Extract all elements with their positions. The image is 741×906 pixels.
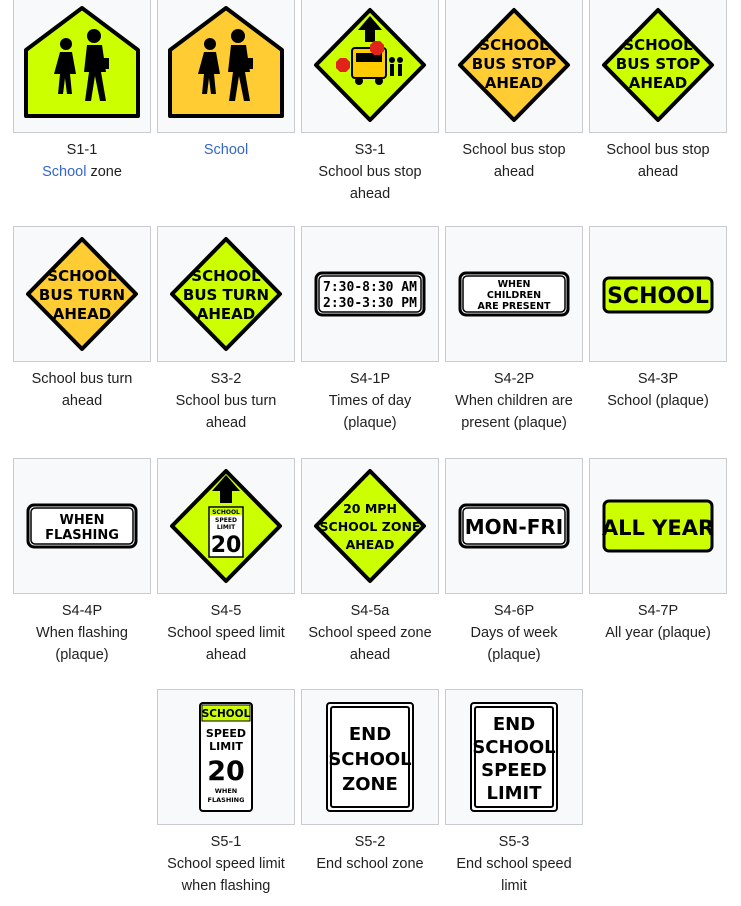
sign-line: 7:30-8:30 AM xyxy=(323,280,417,295)
end-school-speed-limit-sign xyxy=(446,690,582,824)
caption-line: When flashing xyxy=(36,625,128,641)
school-crossing-pentagon-sign xyxy=(14,0,150,132)
school-speed-zone-ahead-sign xyxy=(302,459,438,593)
sign-caption xyxy=(151,368,301,434)
caption-line: when flashing xyxy=(181,878,271,894)
sign-line: ZONE xyxy=(342,774,398,795)
sign-line: 20 xyxy=(210,533,242,558)
caption-text: zone xyxy=(86,164,122,180)
sign-code: S5-1 xyxy=(210,834,242,850)
sign-caption xyxy=(151,831,301,897)
caption-line: School speed limit xyxy=(167,856,285,872)
caption-line: School bus stop xyxy=(318,164,422,180)
all-year-plaque xyxy=(590,459,726,593)
sign-thumbnail[interactable] xyxy=(301,0,439,133)
caption-line: Times of day xyxy=(328,393,412,409)
sign-code: S4-5 xyxy=(210,603,242,619)
sign-line: 20 MPH xyxy=(343,501,397,516)
sign-thumbnail[interactable] xyxy=(13,226,151,362)
sign-caption xyxy=(295,831,445,875)
sign-line: SCHOOL xyxy=(472,737,556,758)
caption-line: School speed limit xyxy=(167,625,285,641)
school-pentagon-sign-yellow xyxy=(158,0,294,132)
days-of-week-plaque xyxy=(446,459,582,593)
sign-code: S4-7P xyxy=(637,603,679,619)
caption-line: (plaque) xyxy=(55,647,109,663)
caption-line: present (plaque) xyxy=(461,415,567,431)
sign-line: END xyxy=(348,724,392,745)
sign-line: SPEED xyxy=(215,517,237,524)
school-plaque xyxy=(590,227,726,361)
sign-line: LIMIT xyxy=(209,740,243,753)
sign-caption xyxy=(295,600,445,666)
caption-line: ahead xyxy=(349,647,391,663)
sign-caption xyxy=(7,139,157,183)
caption-line: School bus turn xyxy=(175,393,277,409)
caption-line: School speed zone xyxy=(308,625,432,641)
caption-line: ahead xyxy=(349,186,391,202)
sign-line: ARE PRESENT xyxy=(477,301,551,312)
sign-line: WHEN xyxy=(497,279,531,290)
caption-line: ahead xyxy=(205,415,247,431)
caption-line: (plaque) xyxy=(487,647,541,663)
sign-line: 2:30-3:30 PM xyxy=(323,296,417,311)
caption-line: End school zone xyxy=(316,856,424,872)
sign-line: BUS STOP xyxy=(615,55,701,73)
sign-caption xyxy=(151,139,301,161)
sign-caption xyxy=(295,139,445,205)
sign-line: WHEN xyxy=(59,513,105,528)
sign-thumbnail[interactable] xyxy=(445,0,583,133)
sign-thumbnail[interactable] xyxy=(157,226,295,362)
sign-line: SCHOOL xyxy=(212,509,240,516)
sign-line: AHEAD xyxy=(196,305,256,323)
sign-code: S3-1 xyxy=(354,142,386,158)
sign-line: ALL YEAR xyxy=(601,516,715,540)
caption-line: ahead xyxy=(61,393,103,409)
sign-line: END xyxy=(492,714,536,735)
caption-line: School bus stop xyxy=(606,142,710,158)
when-children-present-plaque xyxy=(446,227,582,361)
sign-thumbnail[interactable] xyxy=(301,458,439,594)
sign-caption xyxy=(439,831,589,897)
sign-caption xyxy=(583,368,733,412)
sign-line: SCHOOL xyxy=(607,284,709,309)
sign-code: S4-3P xyxy=(637,371,679,387)
sign-thumbnail[interactable] xyxy=(13,458,151,594)
school-speed-limit-ahead-sign xyxy=(158,459,294,593)
caption-line: ahead xyxy=(205,647,247,663)
sign-caption xyxy=(439,600,589,666)
sign-line: AHEAD xyxy=(484,74,544,92)
sign-line: FLASHING xyxy=(45,528,119,543)
sign-line: AHEAD xyxy=(628,74,688,92)
end-school-zone-sign xyxy=(302,690,438,824)
caption-line: ahead xyxy=(493,164,535,180)
sign-code: S5-2 xyxy=(354,834,386,850)
sign-line: SPEED xyxy=(481,760,547,781)
school-link[interactable]: School xyxy=(42,164,87,180)
sign-line: AHEAD xyxy=(52,305,112,323)
sign-thumbnail[interactable] xyxy=(445,226,583,362)
caption-line: When children are xyxy=(455,393,573,409)
sign-code: S4-2P xyxy=(493,371,535,387)
caption-line: End school speed xyxy=(456,856,572,872)
school-speed-limit-when-flashing-sign xyxy=(158,690,294,824)
sign-line: SCHOOL xyxy=(479,36,549,54)
sign-line: LIMIT xyxy=(216,524,236,531)
sign-code: S1-1 xyxy=(66,142,98,158)
sign-line: BUS STOP xyxy=(471,55,557,73)
sign-line: SCHOOL xyxy=(201,708,251,720)
sign-thumbnail[interactable] xyxy=(157,0,295,133)
sign-code: S4-1P xyxy=(349,371,391,387)
sign-code: S5-3 xyxy=(498,834,530,850)
sign-line: SCHOOL xyxy=(47,267,117,285)
sign-caption xyxy=(7,368,157,412)
sign-caption xyxy=(7,600,157,666)
sign-thumbnail[interactable] xyxy=(301,689,439,825)
sign-thumbnail[interactable] xyxy=(157,458,295,594)
sign-caption xyxy=(439,139,589,183)
school-bus-stop-ahead-text-sign-yellow xyxy=(446,0,582,132)
sign-line: SCHOOL xyxy=(328,749,412,770)
sign-line: WHEN xyxy=(214,787,238,795)
sign-line: MON-FRI xyxy=(464,515,564,539)
sign-line: SPEED xyxy=(205,727,247,740)
school-bus-turn-ahead-sign-fluor xyxy=(158,227,294,361)
sign-thumbnail[interactable] xyxy=(445,689,583,825)
sign-caption xyxy=(583,139,733,183)
caption-line: School bus stop xyxy=(462,142,566,158)
sign-code: S4-5a xyxy=(350,603,390,619)
caption-line: limit xyxy=(501,878,527,894)
sign-line: AHEAD xyxy=(345,537,395,552)
caption-line: School bus turn xyxy=(31,371,133,387)
sign-line: CHILDREN xyxy=(486,290,542,301)
school-bus-stop-ahead-text-sign-fluor xyxy=(590,0,726,132)
sign-thumbnail[interactable] xyxy=(589,0,727,133)
sign-thumbnail[interactable] xyxy=(589,226,727,362)
sign-caption xyxy=(439,368,589,434)
caption-line: (plaque) xyxy=(343,415,397,431)
sign-line: SCHOOL xyxy=(623,36,693,54)
school-bus-turn-ahead-sign-yellow xyxy=(14,227,150,361)
sign-line: LIMIT xyxy=(486,783,542,804)
sign-line: SCHOOL xyxy=(191,267,261,285)
sign-caption xyxy=(583,600,733,644)
sign-thumbnail[interactable] xyxy=(301,226,439,362)
sign-thumbnail[interactable] xyxy=(445,458,583,594)
sign-thumbnail[interactable] xyxy=(589,458,727,594)
times-of-day-plaque xyxy=(302,227,438,361)
sign-caption xyxy=(295,368,445,434)
sign-thumbnail[interactable] xyxy=(157,689,295,825)
sign-code: S4-6P xyxy=(493,603,535,619)
sign-line: FLASHING xyxy=(207,796,245,804)
sign-code: S4-4P xyxy=(61,603,103,619)
caption-line: School (plaque) xyxy=(607,393,709,409)
school-bus-stop-ahead-symbol-sign xyxy=(302,0,438,132)
school-link[interactable]: School xyxy=(203,142,249,158)
sign-line: BUS TURN xyxy=(182,286,270,304)
when-flashing-plaque xyxy=(14,459,150,593)
sign-thumbnail[interactable] xyxy=(13,0,151,133)
sign-line: SCHOOL ZONE xyxy=(319,519,421,534)
caption-line: ahead xyxy=(637,164,679,180)
sign-caption xyxy=(151,600,301,666)
sign-line: BUS TURN xyxy=(38,286,126,304)
sign-line: 20 xyxy=(207,756,245,787)
caption-line: Days of week xyxy=(470,625,558,641)
caption-line: All year (plaque) xyxy=(605,625,711,641)
sign-code: S3-2 xyxy=(210,371,242,387)
